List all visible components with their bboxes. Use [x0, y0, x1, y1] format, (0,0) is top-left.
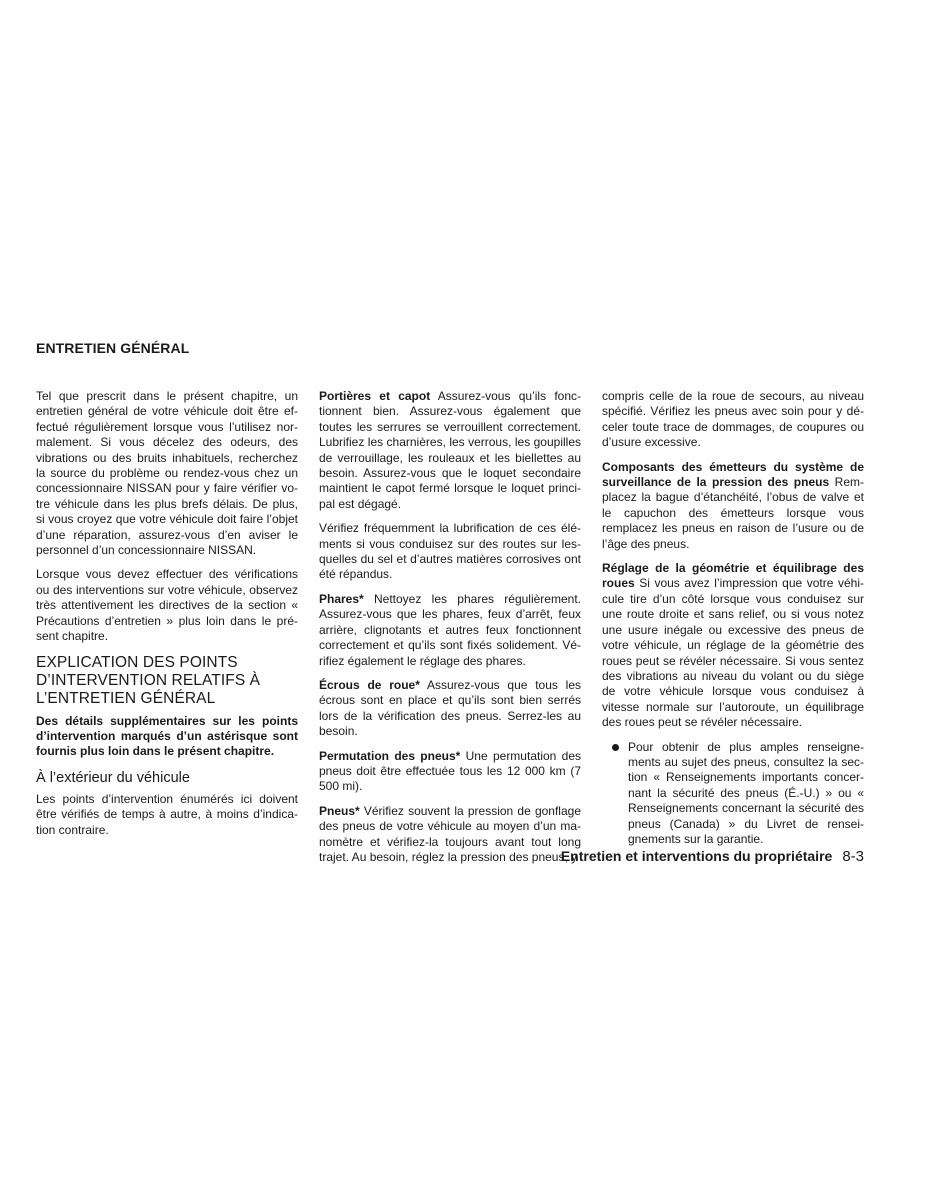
page-number: 8-3: [842, 848, 864, 865]
exterior-paragraph: Les points d’intervention énumérés ici doivent être vérifiés de temps à autre, à moins d’indication contraire.: [36, 791, 298, 837]
section-title: ENTRETIEN GÉNÉRAL: [36, 340, 190, 356]
alignment-label: Réglage de la géométrie et équilibrage des roues: [602, 561, 864, 591]
tires-continued-paragraph: compris celle de la roue de secours, au niveau spécifié. Vérifiez les pneus avec soin pour y déceler toute trace de dommages, de coupures ou d’usure excessive.: [602, 389, 864, 450]
warranty-bullet: [602, 740, 864, 848]
tire-rotation-paragraph: [319, 749, 581, 795]
subsection-heading: EXPLICATION DES POINTS D’INTERVENTION RELATIFS À L’ENTRETIEN GÉNÉRAL: [36, 653, 261, 707]
lights-text: Nettoyez les phares régulièrement. Assurez-vous que les phares, feux d’arrêt, feux arrière, clignotants et autres feux fonctionnent correctement et qu’ils sont fixés solidement. Vérifiez également le réglage des phares.: [319, 591, 581, 668]
exterior-heading: À l’extérieur du véhicule: [36, 769, 190, 786]
tpms-paragraph: [602, 460, 864, 552]
wheel-nuts-paragraph: [319, 678, 581, 740]
tire-rotation-label: Permutation des pneus*: [319, 748, 461, 763]
page-footer: [480, 848, 864, 865]
intro-paragraph: Tel que prescrit dans le présent chapitre, un entretien général de votre véhicule doit être effectué régulièrement lorsque vous l’utilisez normalement. Si vous décelez des odeurs, des vibrations ou des bruits inhabituels, recherchez la source du problème ou rendez-vous chez un concessionnaire NISSAN pour y faire vérifier votre véhicule dans les plus brefs délais. De plus, si vous croyez que votre véhicule doit faire l’objet d’une réparation, assurez-vous d’en aviser le personnel d’un concessionnaire NISSAN.: [36, 389, 298, 558]
doors-text: Assurez-vous qu’ils fonctionnent bien. Assurez-vous également que toutes les serrures se verrouillent correctement. Lubrifiez les charnières, les verrous, les goupilles de verrouillage, les rouleaux et les biellettes au besoin. Assurez-vous que le loquet secondaire maintient le capot fermé lorsque le loquet principal est dégagé.: [319, 389, 581, 511]
lights-paragraph: [319, 592, 581, 669]
lubrication-paragraph: Vérifiez fréquemment la lubrification de ces éléments si vous conduisez sur des routes sur lesquelles du sel et d’autres matières corrosives ont été répandus.: [319, 521, 581, 582]
section-divider: [36, 363, 876, 364]
lights-label: Phares*: [319, 591, 364, 606]
tires-label: Pneus*: [319, 803, 360, 818]
precautions-paragraph: Lorsque vous devez effectuer des vérifications ou des interventions sur votre véhicule, observez très attentivement les directives de la section « Précautions d’entretien » plus loin dans le présent chapitre.: [36, 567, 298, 644]
tire-rotation-text: Une permutation des pneus doit être effectuée tous les 12 000 km (7 500 mi).: [319, 748, 581, 794]
asterisk-note: Des détails supplémentaires sur les points d’intervention marqués d’un astérisque sont fournis plus loin dans le présent chapitre.: [36, 713, 298, 759]
wheel-nuts-label: Écrous de roue*: [319, 677, 420, 692]
alignment-text: Si vous avez l’impression que votre véhicule tire d’un côté lorsque vous conduisez sur une route droite et sans relief, ou si vous notez une usure inégale ou excessive des pneus de votre véhicule, un réglage de la géométrie des roues peut se révéler nécessaire. Si vous sentez des vibrations au niveau du volant ou du siège de votre véhicule lorsque vous conduisez à vitesse normale sur l’autoroute, un équilibrage des roues peut se révéler nécessaire.: [602, 576, 864, 730]
tires-text: Vérifiez souvent la pression de gonflage des pneus de votre véhicule au moyen d’un manomètre et vérifiez-la toujours avant tout long trajet. Au besoin, réglez la pression des pneus, y: [319, 803, 581, 864]
doors-paragraph: [319, 389, 581, 512]
column-right: [602, 389, 864, 856]
tpms-text: Remplacez la bague d’étanchéité, l’obus de valve et le capuchon des émetteurs lorsque vous remplacez les pneus en raison de l’usure ou de l’âge des pneus.: [602, 475, 865, 551]
bullet-dot-icon: [612, 744, 619, 751]
tpms-label: Composants des émetteurs du système de surveillance de la pression des pneus: [602, 459, 864, 490]
footer-chapter-title: Entretien et interventions du propriétaire: [560, 848, 833, 864]
alignment-paragraph: [602, 561, 864, 730]
column-middle: [319, 389, 581, 874]
warranty-bullet-text: Pour obtenir de plus amples renseignements au sujet des pneus, consultez la section « Renseignements importants concernant la sécurité des pneus (É.-U.) » ou « Renseignements concernant la sécurité des pneus (Canada) » du Livret de renseignements sur la garantie.: [628, 739, 864, 846]
doors-label: Portières et capot: [319, 389, 431, 403]
wheel-nuts-text: Assurez-vous que tous les écrous sont en place et qu’ils sont bien serrés lors de la vérification des pneus. Serrez-les au besoin.: [319, 677, 581, 739]
column-left: [36, 389, 298, 847]
